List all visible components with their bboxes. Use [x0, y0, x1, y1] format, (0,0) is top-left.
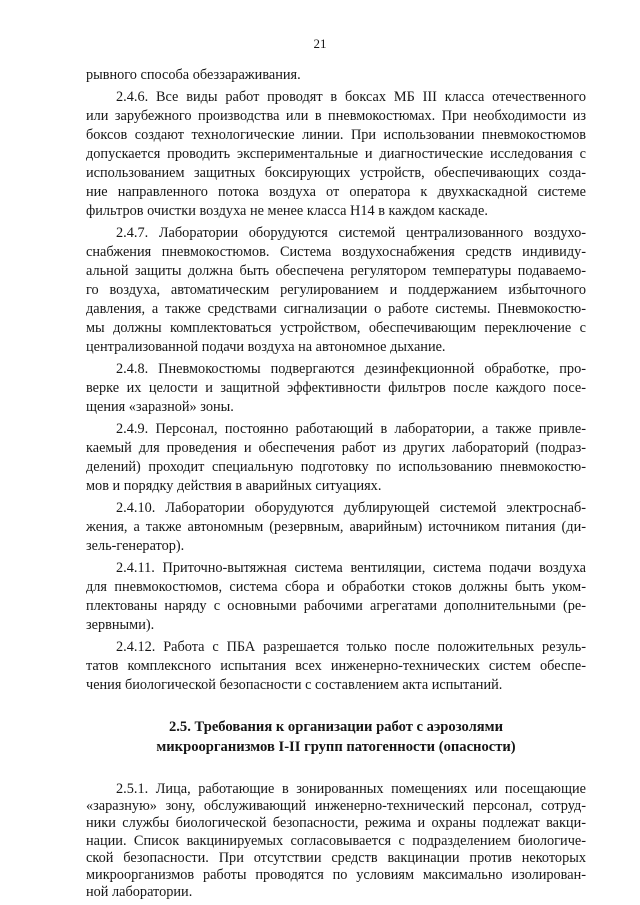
paragraph-line: централизованной подачи воздуха на автономное дыхание.: [86, 339, 446, 355]
paragraph-line: боксов создают технологические линии. При использовании пневмокостюмов: [86, 127, 586, 143]
paragraph-line: «заразную» зону, обслуживающий инженерно-технический персонал, сотруд-: [86, 798, 586, 815]
paragraph-line: верке их целости и защитной эффективности фильтров после каждого посе-: [86, 380, 586, 396]
paragraph-line: 2.4.10. Лаборатории оборудуются дублирующей системой электроснаб-: [116, 500, 586, 516]
section-heading: микроорганизмов I-II групп патогенности (опасности): [156, 739, 516, 755]
paragraph-line: чения биологической безопасности с составлением акта испытаний.: [86, 677, 503, 693]
section-heading: 2.5. Требования к организации работ с аэрозолями: [168, 719, 504, 735]
paragraph-line: микроорганизмов работы проводятся по условиям максимально изолирован-: [86, 867, 586, 883]
paragraph-line: 2.4.7. Лаборатории оборудуются системой централизованного воздухо-: [116, 225, 586, 241]
paragraph-line: татов комплексного испытания всех инженерно-технических систем обеспе-: [86, 658, 586, 674]
paragraph-line: давления, а также средствами сигнализации о работе системы. Пневмокостю-: [86, 301, 586, 317]
paragraph-line: или зарубежного производства или в пневмокостюмах. При необходимости из: [86, 108, 586, 124]
paragraph-line: 2.4.8. Пневмокостюмы подвергаются дезинфекционной обработке, про-: [116, 361, 586, 377]
paragraph-line: зервными).: [86, 617, 155, 633]
paragraph-line: 2.4.9. Персонал, постоянно работающий в лаборатории, а также привле-: [116, 421, 586, 437]
paragraph-line: снабжения пневмокостюмов. Система воздухоснабжения средств индивиду-: [86, 244, 586, 260]
paragraph-line: альной защиты должна быть обеспечена регулятором температуры подаваемо-: [86, 263, 586, 279]
paragraph-line: использованием защитных боксирующих устройств, обеспечивающих созда-: [86, 165, 586, 181]
paragraph-line: ние направленного потока воздуха от оператора к двухкаскадной системе: [86, 184, 586, 200]
paragraph-line: допускается проводить экспериментальные и диагностические исследования с: [86, 146, 586, 162]
paragraph-line: жения, а также автономным (резервным, аварийным) источником питания (ди-: [86, 519, 586, 535]
paragraph-line: 2.5.1. Лица, работающие в зонированных помещениях или посещающие: [116, 781, 586, 797]
paragraph-line: ники службы биологической безопасности, режима и охраны подлежат вакци-: [86, 815, 586, 832]
paragraph-line: зель-генератор).: [86, 538, 185, 554]
paragraph-line: каемый для проведения и обеспечения работ из других лабораторий (подраз-: [86, 440, 586, 456]
paragraph-line: плектованы наряду с основными рабочими агрегатами дополнительными (ре-: [86, 598, 586, 614]
paragraph-line: ной лаборатории.: [86, 884, 193, 901]
paragraph-line: для пневмокостюмов, система сбора и обработки стоков должны быть уком-: [86, 579, 586, 595]
paragraph-line: 2.4.12. Работа с ПБА разрешается только после положительных резуль-: [116, 639, 586, 655]
page-number: 21: [313, 36, 327, 51]
paragraph-line: мов и порядку действия в аварийных ситуациях.: [86, 478, 382, 494]
paragraph-line: щения «заразной» зоны.: [86, 399, 234, 415]
paragraph-line: делений) проходит специальную подготовку по использованию пневмокостю-: [86, 459, 586, 475]
paragraph-line: го воздуха, автоматическим регулированием и поддержанием избыточного: [86, 282, 586, 298]
paragraph-line: фильтров очистки воздуха не менее класса Н14 в каждом каскаде.: [86, 203, 488, 219]
paragraph-line: рывного способа обеззараживания.: [86, 67, 301, 83]
paragraph-line: мы должны комплектоваться устройством, обеспечивающим переключение с: [86, 320, 586, 336]
paragraph-line: 2.4.11. Приточно-вытяжная система вентиляции, система подачи воздуха: [116, 560, 586, 576]
paragraph-line: ской безопасности. При отсутствии средств вакцинации против некоторых: [86, 849, 586, 866]
paragraph-line: 2.4.6. Все виды работ проводят в боксах МБ III класса отечественного: [116, 89, 586, 105]
paragraph-line: нации. Список вакцинируемых согласовывается с подразделением биологиче-: [86, 832, 586, 849]
